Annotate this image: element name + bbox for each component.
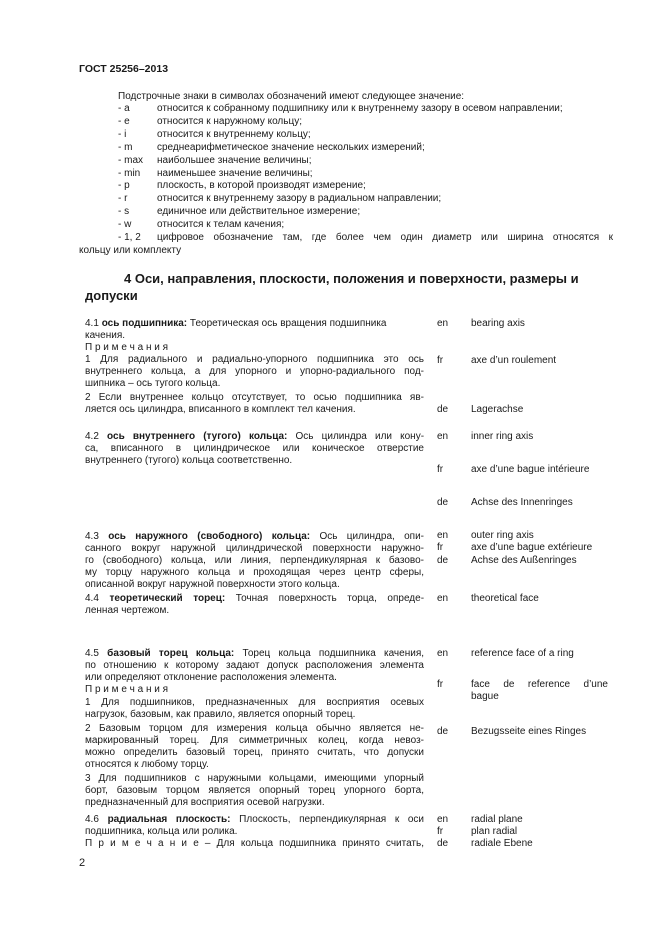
note-line: предназначенный для восприятия осевой нагрузки. <box>85 797 325 808</box>
document-header: ГОСТ 25256–2013 <box>79 63 169 75</box>
lang-term-continuation: bague <box>471 691 499 702</box>
term-4-3-line: му торцу наружного кольца и проходящая через центр сферы, <box>85 567 424 578</box>
subscript-meaning: единичное или действительное измерение; <box>157 206 361 218</box>
lang-code: fr <box>437 542 444 553</box>
subscript-symbol: - min <box>118 167 141 179</box>
note-heading: П р и м е ч а н и я <box>85 684 169 695</box>
subscript-symbol: - a <box>118 103 130 114</box>
lang-term: reference face of a ring <box>471 648 574 659</box>
lang-code: de <box>437 726 449 737</box>
lang-term: plan radial <box>471 826 518 837</box>
subscripts-continuation: кольцу или комплекту <box>79 245 182 256</box>
term-number: 4.4 <box>85 593 99 604</box>
term-4-4-line1 <box>85 593 424 605</box>
term-definition: Торец кольца подшипника качения, <box>242 648 425 659</box>
subscript-meaning: наибольшее значение величины; <box>157 154 312 166</box>
term-4-1-line1 <box>85 318 387 330</box>
note-line: 1 Для радиального и радиально-упорного подшипника это ось <box>85 354 424 365</box>
term-number: 4.3 <box>85 531 99 542</box>
note-heading: П р и м е ч а н и я <box>85 342 169 353</box>
page-number: 2 <box>79 857 86 869</box>
term-4-5-line: по отношению к которому задают допуск расположения элемента <box>85 660 424 671</box>
subscript-symbol: - e <box>118 115 130 127</box>
lang-term: Achse des Außenringes <box>471 555 577 566</box>
note-line: 2 Базовым торцом для измерения кольца обычно является не- <box>85 723 424 734</box>
note-line: ляется ось цилиндра, вписанного в комплект тел качения. <box>85 404 356 415</box>
subscript-meaning: относится к внутреннему зазору в радиальном направлении; <box>157 193 442 205</box>
note-line: шипника – ось тугого кольца. <box>85 378 221 389</box>
note-line: нагрузок, базовым, как правило, является опорный торец. <box>85 709 356 720</box>
term-4-3-line: го (свободного) кольца, или линия, перпендикулярная к базово- <box>85 555 424 566</box>
term-definition: Ось цилиндра, опи- <box>319 531 425 542</box>
term-definition: Ось цилиндра или кону- <box>295 431 425 442</box>
term-4-6-line1 <box>85 814 424 826</box>
subscript-symbol: - i <box>118 128 127 140</box>
lang-code: en <box>437 318 449 329</box>
section-heading-line1: 4 Оси, направления, плоскости, положения и поверхности, размеры и <box>124 271 579 286</box>
subscript-meaning: относится к собранному подшипнику или к внутреннему зазору в осевом направлении; <box>157 103 563 114</box>
lang-term: axe d’une bague intérieure <box>471 464 590 475</box>
lang-code: fr <box>437 826 444 837</box>
term-name: теоретический торец: <box>109 593 226 604</box>
term-definition: Теоретическая ось вращения подшипника <box>189 318 387 329</box>
lang-code: en <box>437 593 449 604</box>
lang-term: radial plane <box>471 814 523 825</box>
section-heading-line2: допуски <box>85 288 138 303</box>
note-line: 3 Для подшипников с наружными кольцами, имеющими упорный <box>85 773 424 784</box>
term-name: радиальная плоскость: <box>107 814 231 825</box>
term-4-3-line1 <box>85 531 424 543</box>
subscript-symbol: - p <box>118 180 130 192</box>
note-line: внутреннего кольца, а для упорного и упорно-радиального под- <box>85 366 424 377</box>
term-4-6-line2: подшипника, кольца или ролика. <box>85 826 238 837</box>
term-4-4-line2: ленная чертежом. <box>85 605 170 616</box>
term-4-2-line2: са, вписанного в цилиндрическое или коническое отверстие <box>85 443 424 454</box>
note-line: 2 Если внутреннее кольцо отсутствует, то осью подшипника яв- <box>85 392 424 403</box>
lang-code: en <box>437 648 449 659</box>
subscript-meaning: цифровое обозначение там, где более чем один диаметр или ширина относятся к <box>157 232 613 243</box>
subscript-meaning: относится к внутреннему кольцу; <box>157 128 311 140</box>
note-line: относятся к любому торцу. <box>85 759 209 770</box>
term-number: 4.1 <box>85 318 99 329</box>
subscript-symbol: - w <box>118 219 132 231</box>
term-4-3-line: санного вокруг наружной цилиндрической поверхности наружно- <box>85 543 424 554</box>
term-4-2-line1 <box>85 431 424 443</box>
lang-code: de <box>437 404 449 415</box>
term-4-3-line: описанной вокруг наружной поверхности этого кольца. <box>85 579 340 590</box>
lang-code: fr <box>437 679 444 690</box>
term-definition: Точная поверхность торца, опреде- <box>235 593 425 604</box>
note-line: маркированный торец. Для симметричных колец, когда невоз- <box>85 735 424 746</box>
note-line: П р и м е ч а н и е – Для кольца подшипника принято считать, <box>85 838 424 849</box>
lang-term: outer ring axis <box>471 530 534 541</box>
subscript-symbol: - s <box>118 206 130 218</box>
term-name: ось наружного (свободного) кольца: <box>108 531 311 542</box>
term-number: 4.2 <box>85 431 99 442</box>
lang-code: de <box>437 555 449 566</box>
term-4-2-line3: внутреннего (тугого) кольца соответственно. <box>85 455 293 466</box>
term-name: ось внутреннего (тугого) кольца: <box>107 431 288 442</box>
subscript-meaning: относится к телам качения; <box>157 219 285 231</box>
term-4-1-line2: качения. <box>85 330 126 341</box>
lang-term: Achse des Innenringes <box>471 497 573 508</box>
lang-term: theoretical face <box>471 593 539 604</box>
lang-term: bearing axis <box>471 318 525 329</box>
lang-code: de <box>437 497 449 508</box>
term-name: базовый торец кольца: <box>107 648 235 659</box>
term-4-5-line: или определяют отклонение расположения элемента. <box>85 672 337 683</box>
lang-code: en <box>437 431 449 442</box>
subscript-symbol: - m <box>118 141 133 153</box>
lang-term: axe d’un roulement <box>471 355 557 366</box>
term-definition: Плоскость, перпендикулярная к оси <box>239 814 425 825</box>
subscript-symbol: - max <box>118 154 143 166</box>
lang-term: face de reference d’une <box>471 679 608 690</box>
lang-term: radiale Ebene <box>471 838 533 849</box>
lang-code: fr <box>437 464 444 475</box>
note-line: борт, базовым торцом является опорный торец упорного борта, <box>85 785 424 796</box>
lang-term: inner ring axis <box>471 431 534 442</box>
term-number: 4.5 <box>85 648 99 659</box>
subscript-meaning: среднеарифметическое значение нескольких измерений; <box>157 141 425 153</box>
subscript-symbol: - r <box>118 193 128 205</box>
term-number: 4.6 <box>85 814 99 825</box>
term-4-5-line1 <box>85 648 424 660</box>
lang-code: de <box>437 838 449 849</box>
subscripts-intro: Подстрочные знаки в символах обозначений имеют следующее значение: <box>118 91 465 102</box>
subscript-meaning: плоскость, в которой производят измерение; <box>157 180 366 192</box>
lang-code: en <box>437 814 449 825</box>
subscript-symbol: - 1, 2 <box>118 232 141 243</box>
lang-code: fr <box>437 355 444 366</box>
subscript-meaning: относится к наружному кольцу; <box>157 115 302 127</box>
lang-term: Bezugsseite eines Ringes <box>471 726 587 737</box>
note-line: 1 Для подшипников, предназначенных для восприятия осевых <box>85 697 424 708</box>
term-name: ось подшипника: <box>101 318 188 329</box>
lang-code: en <box>437 530 449 541</box>
lang-term: Lagerachse <box>471 404 524 415</box>
lang-term: axe d’une bague extérieure <box>471 542 593 553</box>
note-line: можно определить базовый торец, принято считать, что допуски <box>85 747 424 758</box>
subscript-meaning: наименьшее значение величины; <box>157 167 313 179</box>
